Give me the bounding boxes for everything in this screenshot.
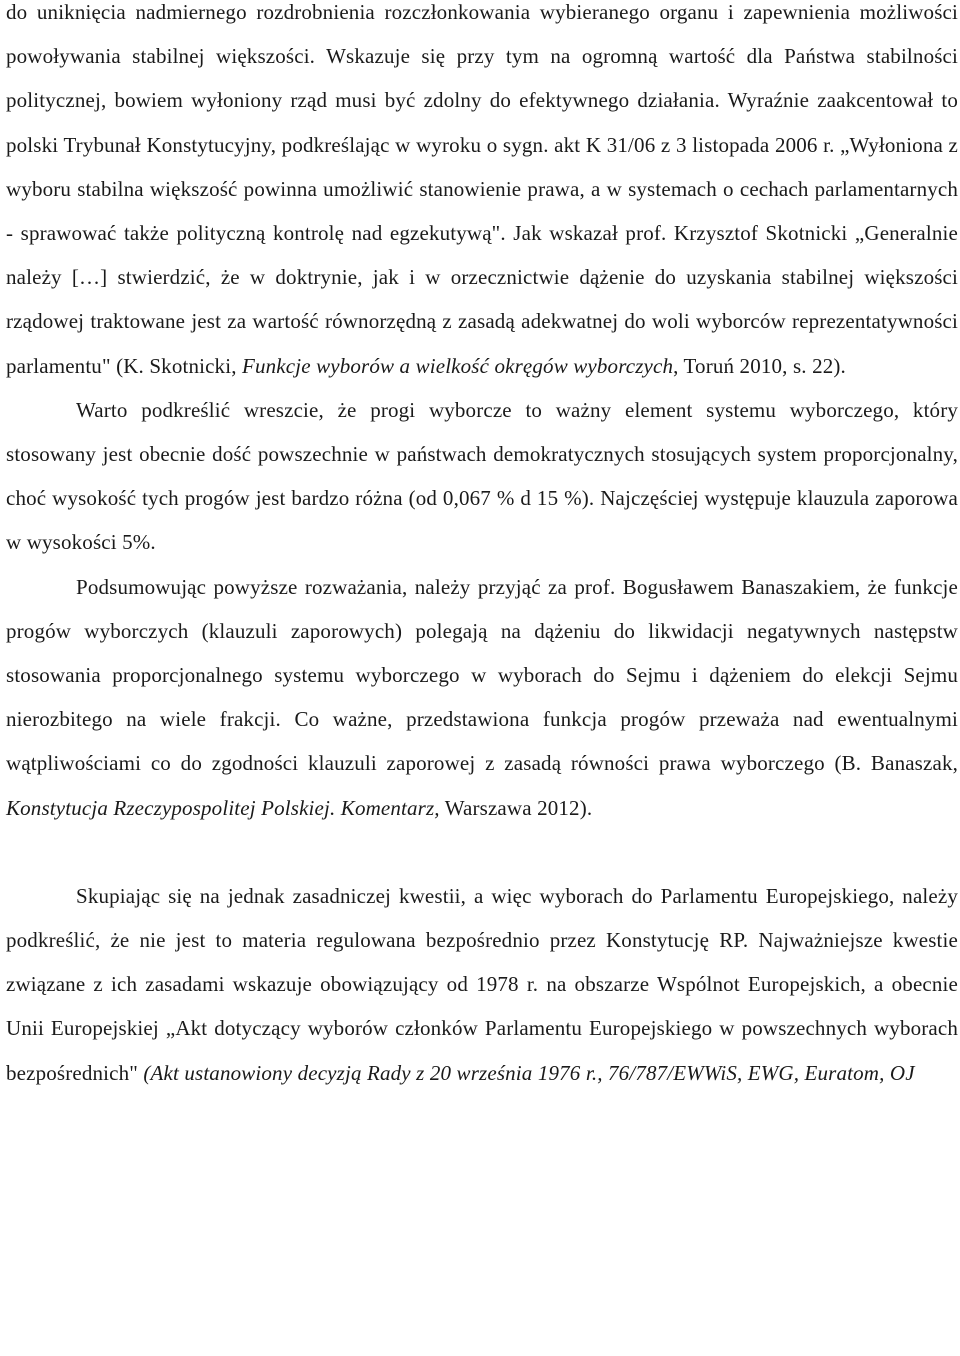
- paragraph-stability-text: do uniknięcia nadmiernego rozdrobnienia rozczłonkowania wybieranego organu i zapewnienia możliwości powoływania stabilnej większości. Wskazuje się przy tym na ogromną wartość dla Państwa stabilności politycznej, bowiem wyłoniony rząd musi być zdolny do efektywnego działania. Wyraźnie zaakcentował to polski Trybunał Konstytucyjny, podkreślając w wyroku o sygn. akt K 31/06 z 3 listopada 2006 r. „Wyłoniona z wyboru stabilna większość powinna umożliwić stanowienie prawa, a w systemach o cechach parlamentarnych - sprawować także polityczną kontrolę nad egzekutywą". Jak wskazał prof. Krzysztof Skotnicki „Generalnie należy […] stwierdzić, że w doktrynie, jak i w orzecznictwie dążenie do uzyskania stabilnej większości rządowej traktowane jest za wartość równorzędną z zasadą adekwatnej do woli wyborców reprezentatywności parlamentu" (K. Skotnicki,: [6, 0, 958, 378]
- cited-book-title: Funkcje wyborów a wielkość okręgów wyborczych: [242, 353, 674, 378]
- paragraph-stability: [6, 0, 958, 388]
- paragraph-gap: [6, 830, 958, 874]
- paragraph-summary: [6, 565, 958, 830]
- paragraph-thresholds: Warto podkreślić wreszcie, że progi wyborcze to ważny element systemu wyborczego, który stosowany jest obecnie dość powszechnie w państwach demokratycznych stosujących system proporcjonalny, choć wysokość tych progów jest bardzo różna (od 0,067 % d 15 %). Najczęściej występuje klauzula zaporowa w wysokości 5%.: [6, 397, 958, 555]
- citation-tail: , Toruń 2010, s. 22).: [673, 353, 846, 378]
- cited-commentary-title: Konstytucja Rzeczypospolitej Polskiej. Komentarz,: [6, 795, 440, 820]
- act-citation: (Akt ustanowiony decyzją Rady z 20 września 1976 r., 76/787/EWWiS, EWG, Euratom, OJ: [143, 1060, 915, 1085]
- paragraph-summary-text: Podsumowując powyższe rozważania, należy przyjąć za prof. Bogusławem Banaszakiem, że funkcje progów wyborczych (klauzuli zaporowych) polegają na dążeniu do likwidacji negatywnych następstw stosowania proporcjonalnego systemu wyborczego w wyborach do Sejmu i dążeniem do elekcji Sejmu nierozbitego na wiele frakcji. Co ważne, przedstawiona funkcja progów przeważa nad ewentualnymi wątpliwościami co do zgodności klauzuli zaporowej z zasadą równości prawa wyborczego (B. Banaszak,: [6, 574, 958, 776]
- paragraph-european-parliament: [6, 874, 958, 1095]
- paragraph-european-parliament-text: Skupiając się na jednak zasadniczej kwestii, a więc wyborach do Parlamentu Europejskiego, należy podkreślić, że nie jest to materia regulowana bezpośrednio przez Konstytucję RP. Najważniejsze kwestie związane z ich zasadami wskazuje obowiązujący od 1978 r. na obszarze Wspólnot Europejskich, a obecnie Unii Europejskiej „Akt dotyczący wyborów członków Parlamentu Europejskiego w powszechnych wyborach bezpośrednich": [6, 883, 958, 1085]
- citation-tail: Warszawa 2012).: [439, 795, 593, 820]
- document-page: [6, 0, 958, 1095]
